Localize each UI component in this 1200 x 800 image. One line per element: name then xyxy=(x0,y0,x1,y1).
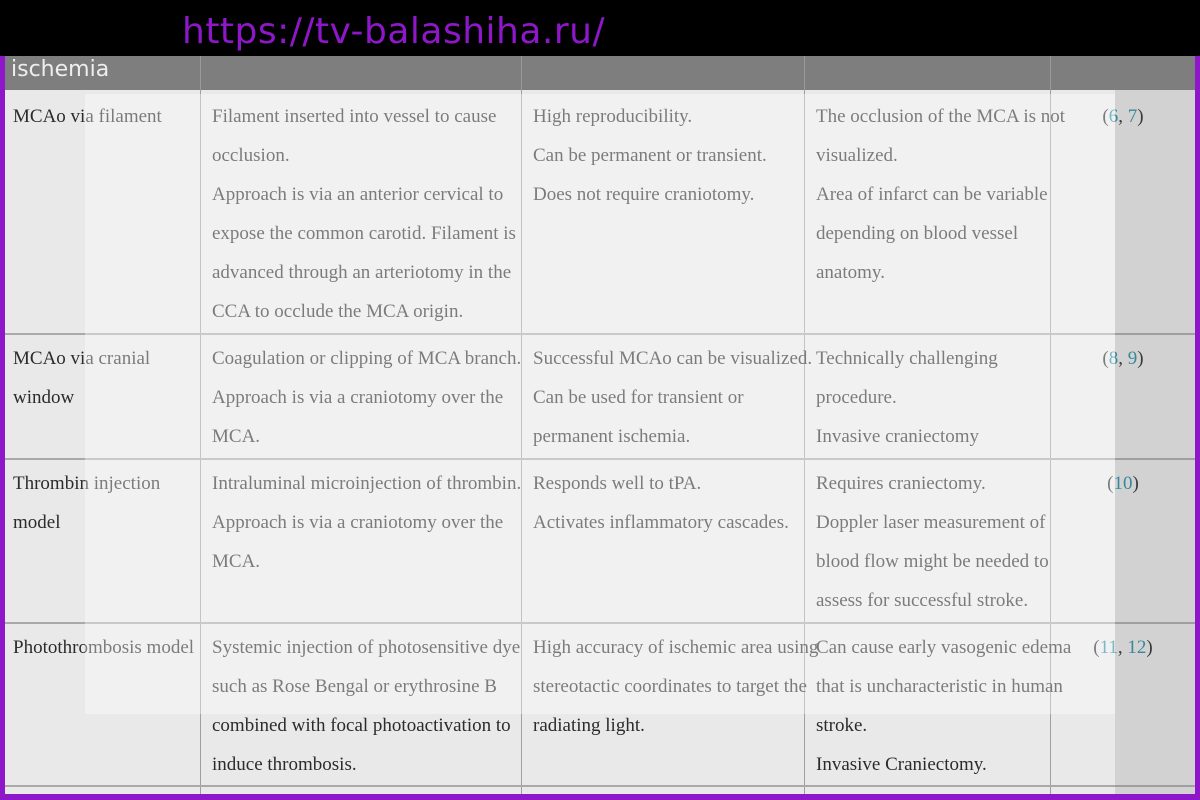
header-divider xyxy=(521,56,522,90)
cell-line: Intraluminal microinjection of thrombin. xyxy=(212,473,522,494)
table-cell-references: (8, 9) xyxy=(1102,348,1144,369)
cell-line: CCA to occlude the MCA origin. xyxy=(212,301,464,322)
cell-line: model xyxy=(13,512,61,533)
cell-line: Invasive craniectomy xyxy=(816,426,980,447)
header-divider xyxy=(1050,56,1051,90)
document-table xyxy=(5,56,1195,794)
cell-line: expose the common carotid. Filament is xyxy=(212,223,516,244)
table-cell-disadvantages xyxy=(816,464,1049,620)
cell-line: blood flow might be needed to xyxy=(816,551,1049,572)
cell-line: radiating light. xyxy=(533,715,645,736)
table-cell-advantages xyxy=(533,464,789,542)
table-cell-references: (6, 7) xyxy=(1102,106,1144,127)
table-cell-references: (11, 12) xyxy=(1093,637,1153,658)
cell-line: Can be permanent or transient. xyxy=(533,145,767,166)
cell-line: MCAo via filament xyxy=(13,106,162,127)
row-divider xyxy=(5,333,1195,335)
cell-line: stroke. xyxy=(816,715,868,736)
cell-line: Can cause early vasogenic edema xyxy=(816,637,1072,658)
cell-line: anatomy. xyxy=(816,262,885,283)
cell-line: High accuracy of ischemic area using xyxy=(533,637,819,658)
cell-line: procedure. xyxy=(816,387,897,408)
reference-link[interactable]: 11 xyxy=(1099,637,1118,658)
table-cell-advantages xyxy=(533,339,812,456)
table-cell-model xyxy=(13,97,162,136)
photo-shadow xyxy=(1115,90,1195,794)
cell-line: Invasive Craniectomy. xyxy=(816,754,987,775)
table-cell-disadvantages xyxy=(816,97,1065,292)
cell-line: assess for successful stroke. xyxy=(816,590,1029,611)
table-cell-description xyxy=(212,628,520,784)
cell-line: Coagulation or clipping of MCA branch. xyxy=(212,348,522,369)
cell-line: advanced through an arteriotomy in the xyxy=(212,262,512,283)
table-cell-description xyxy=(212,97,516,331)
cell-line: Doppler laser measurement of xyxy=(816,512,1046,533)
cell-line: High reproducibility. xyxy=(533,106,693,127)
reference-link[interactable]: 6 xyxy=(1108,106,1119,127)
reference-link[interactable]: 12 xyxy=(1127,637,1147,658)
column-divider xyxy=(200,90,201,794)
watermark-url: https://tv-balashiha.ru/ xyxy=(182,11,606,52)
cell-line: Technically challenging xyxy=(816,348,998,369)
cell-line: Can be used for transient or xyxy=(533,387,744,408)
cell-line: Approach is via a craniotomy over the xyxy=(212,512,504,533)
table-cell-description xyxy=(212,464,521,581)
reference-link[interactable]: 9 xyxy=(1127,348,1138,369)
table-cell-disadvantages xyxy=(816,628,1071,784)
cell-line: MCA. xyxy=(212,551,261,572)
table-cell-advantages xyxy=(533,628,818,745)
cell-line: Systemic injection of photosensitive dye xyxy=(212,637,521,658)
table-cell-description xyxy=(212,339,521,456)
reference-link[interactable]: 8 xyxy=(1108,348,1119,369)
cell-line: depending on blood vessel xyxy=(816,223,1019,244)
cell-line: Responds well to tPA. xyxy=(533,473,702,494)
cell-line: occlusion. xyxy=(212,145,290,166)
table-cell-advantages xyxy=(533,97,767,214)
cell-line: The occlusion of the MCA is not xyxy=(816,106,1066,127)
cell-line: Thrombin injection xyxy=(13,473,161,494)
reference-link[interactable]: 10 xyxy=(1113,473,1133,494)
cell-line: induce thrombosis. xyxy=(212,754,357,775)
table-header-fragment: ischemia xyxy=(11,57,110,82)
cell-line: Approach is via an anterior cervical to xyxy=(212,184,504,205)
cell-line: window xyxy=(13,387,75,408)
table-cell-model xyxy=(13,628,194,667)
table-cell-model xyxy=(13,464,160,542)
cell-line: Approach is via a craniotomy over the xyxy=(212,387,504,408)
cell-line: permanent ischemia. xyxy=(533,426,691,447)
table-header-strip xyxy=(5,56,1195,90)
row-divider xyxy=(5,785,1195,787)
table-cell-model xyxy=(13,339,150,417)
reference-link[interactable]: 7 xyxy=(1127,106,1138,127)
row-divider xyxy=(5,622,1195,624)
cell-line: Activates inflammatory cascades. xyxy=(533,512,789,533)
cell-line: MCAo via cranial xyxy=(13,348,151,369)
cell-line: visualized. xyxy=(816,145,898,166)
cell-line: Area of infarct can be variable xyxy=(816,184,1048,205)
cell-line: Photothrombosis model xyxy=(13,637,195,658)
cell-line: stereotactic coordinates to target the xyxy=(533,676,807,697)
cell-line: MCA. xyxy=(212,426,261,447)
cell-line: combined with focal photoactivation to xyxy=(212,715,511,736)
cell-line: Requires craniectomy. xyxy=(816,473,986,494)
cell-line: Filament inserted into vessel to cause xyxy=(212,106,497,127)
cell-line: Does not require craniotomy. xyxy=(533,184,755,205)
table-cell-references: (10) xyxy=(1107,473,1139,494)
cell-line: such as Rose Bengal or erythrosine B xyxy=(212,676,497,697)
row-divider xyxy=(5,458,1195,460)
header-divider xyxy=(804,56,805,90)
cell-line: Successful MCAo can be visualized. xyxy=(533,348,813,369)
watermark-bar xyxy=(0,0,1200,56)
table-cell-disadvantages xyxy=(816,339,998,456)
cell-line: that is uncharacteristic in human xyxy=(816,676,1063,697)
header-divider xyxy=(200,56,201,90)
